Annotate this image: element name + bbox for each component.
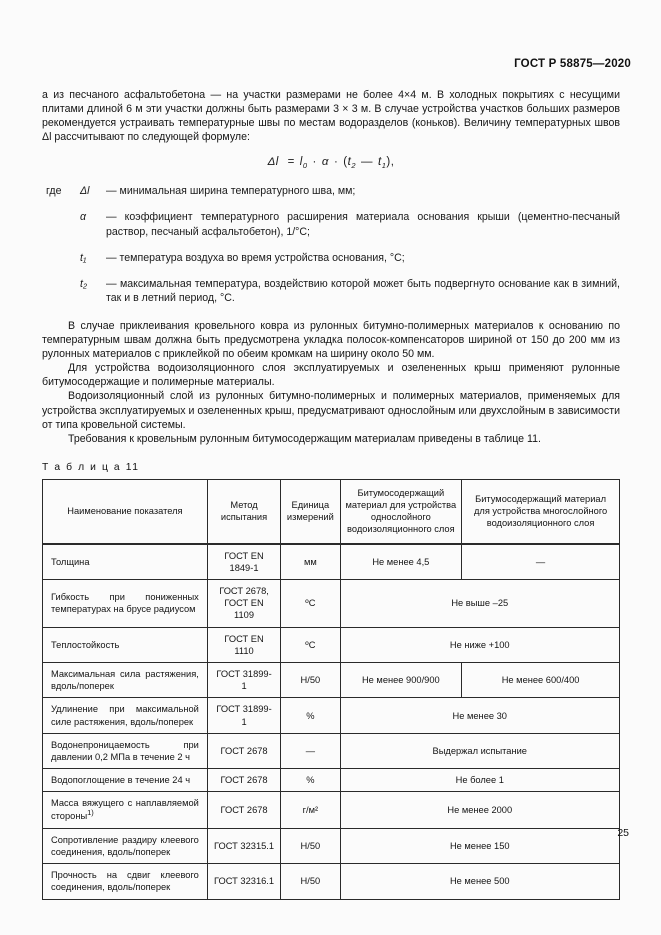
formula-lhs: Δl [267, 156, 279, 169]
formula-term-t2: t [347, 156, 352, 169]
cell-indicator: Прочность на сдвиг клеевого соединения, вдоль/поперек [43, 864, 208, 899]
cell-multi-layer: Не менее 600/400 [462, 663, 620, 698]
cell-unit: ºС [281, 580, 340, 628]
cell-multi-layer: — [462, 544, 620, 580]
formula-multiply-2: · [333, 156, 339, 169]
spacer [42, 306, 620, 319]
cell-method: ГОСТ 2678 [207, 792, 280, 828]
cell-method: ГОСТ 31899-1 [207, 698, 280, 733]
table-row [43, 663, 620, 698]
cell-unit: Н/50 [281, 828, 340, 863]
table-row [43, 544, 620, 580]
table-row [43, 769, 620, 792]
cell-unit: ºС [281, 627, 340, 662]
formula-multiply-1: · [312, 156, 317, 169]
definition-item [42, 184, 620, 198]
cell-method: ГОСТ 2678 [207, 733, 280, 768]
definition-symbol: Δl [80, 185, 90, 198]
paragraph-1: а из песчаного асфальтобетона — на участки размерами не более 4×4 м. В холодных покрытиях с несущими плитами длиной 6 м эти участки должны быть размерами 3 × 3 м. В случае устройства участков больших размеров рекомендуется устраивать температурные швы по местам водоразделов (коньков). Величину температурных швов Δl рассчитывают по следующей формуле: [42, 89, 620, 144]
standard-header: ГОСТ Р 58875—2020 [514, 58, 631, 70]
definition-description: коэффициент температурного расширения материала основания крыши (цементно-песчаный раствор, песчаный асфальтобетон), 1/°С; [106, 211, 620, 238]
definition-dash: — [106, 185, 117, 198]
cell-unit: % [281, 698, 340, 733]
definition-symbol: t₁ [80, 251, 87, 264]
cell-unit: — [281, 733, 340, 768]
definition-item [42, 277, 620, 305]
cell-indicator: Теплостойкость [43, 627, 208, 662]
cell-single-layer: Не менее 900/900 [340, 663, 462, 698]
spacer [42, 240, 620, 251]
cell-indicator: Толщина [43, 544, 208, 580]
cell-indicator-text: Масса вяжущего с наплавляемой стороны [51, 798, 199, 821]
paragraph-2: В случае приклеивания кровельного ковра из рулонных битумно-полимерных материалов к основанию по температурным швам должна быть предусмотрена укладка полосок-компенсаторов шириной от 150 до 200 мм из рулонных материалов с приклейкой по обеим кромкам на ширину около 50 мм. [42, 319, 620, 361]
column-header-unit: Единица измерений [281, 479, 340, 543]
definition-text [106, 184, 620, 198]
formula-term-t1-sub: 1 [381, 161, 387, 171]
where-keyword: где [46, 185, 62, 198]
cell-unit: Н/50 [281, 663, 340, 698]
table-caption: Т а б л и ц а 11 [42, 461, 140, 473]
definition-symbol: t₂ [80, 277, 87, 290]
formula-term-l-sub: 0 [302, 161, 308, 171]
formula-term-alpha: α [321, 156, 329, 169]
cell-value-merged: Выдержал испытание [340, 733, 619, 768]
definition-dash: — [106, 251, 117, 264]
formula-equals: = [287, 156, 295, 169]
column-header-single-layer: Битумосодержащий материал для устройства однослойного водоизоляционного слоя [340, 479, 462, 543]
page-number: 25 [617, 827, 629, 839]
formula-paren-open: ( [343, 156, 348, 169]
table-row [43, 733, 620, 768]
table-row [43, 864, 620, 899]
cell-value-merged: Не выше –25 [340, 580, 619, 628]
cell-method: ГОСТ EN 1849-1 [207, 544, 280, 580]
cell-value-merged: Не менее 150 [340, 828, 619, 863]
cell-method: ГОСТ EN 1110 [207, 627, 280, 662]
table-row [43, 580, 620, 628]
cell-unit: Н/50 [281, 864, 340, 899]
formula-definitions [42, 184, 620, 305]
column-header-indicator: Наименование показателя [43, 479, 208, 543]
cell-method: ГОСТ 2678 [207, 769, 280, 792]
definition-description: минимальная ширина температурного шва, мм; [119, 185, 356, 198]
formula-temperature-seam [42, 156, 620, 171]
cell-indicator: Максимальная сила растяжения, вдоль/поперек [43, 663, 208, 698]
formula-term-l: l [299, 156, 303, 169]
spacer [42, 199, 620, 210]
definition-symbol: α [80, 211, 87, 224]
table-body [43, 544, 620, 900]
definition-description: максимальная температура, воздействию которой может быть подвергнуто основание как в зимний, так и в летний период, °С. [106, 277, 620, 304]
definition-text [106, 251, 620, 265]
formula-term-t2-sub: 2 [351, 161, 356, 171]
cell-unit: % [281, 769, 340, 792]
cell-value-merged: Не менее 2000 [340, 792, 619, 828]
column-header-method: Метод испытания [207, 479, 280, 543]
paragraph-3: Для устройства водоизоляционного слоя эксплуатируемых и озелененных крыш применяют рулонные битумосодержащие и полимерные материалы. [42, 362, 620, 389]
page-content [42, 88, 620, 900]
requirements-table [42, 479, 620, 900]
cell-value-merged: Не более 1 [340, 769, 619, 792]
definition-text [106, 277, 620, 305]
spacer [42, 266, 620, 277]
formula-term-t1: t [378, 156, 382, 169]
footnote-marker: 1) [87, 807, 94, 817]
definition-item [42, 210, 620, 238]
cell-method: ГОСТ 31899-1 [207, 663, 280, 698]
table-row [43, 698, 620, 733]
cell-indicator [43, 792, 208, 828]
cell-indicator: Водонепроницаемость при давлении 0,2 МПа в течение 2 ч [43, 733, 208, 768]
table-head [43, 479, 620, 543]
paragraph-5: Требования к кровельным рулонным битумосодержащим материалам приведены в таблице 11. [68, 432, 541, 445]
cell-unit: г/м² [281, 792, 340, 828]
column-header-multi-layer: Битумосодержащий материал для устройства многослойного водоизоляционного слоя [462, 479, 620, 543]
definition-description: температура воздуха во время устройства основания, °С; [119, 251, 405, 264]
table-row [43, 627, 620, 662]
cell-unit: мм [281, 544, 340, 580]
table-row [43, 828, 620, 863]
table-row [43, 792, 620, 828]
cell-single-layer: Не менее 4,5 [340, 544, 462, 580]
definition-dash: — [106, 277, 117, 290]
cell-method: ГОСТ 2678, ГОСТ EN 1109 [207, 580, 280, 628]
definition-text [106, 210, 620, 238]
paragraph-4: Водоизоляционный слой из рулонных битумно-полимерных и полимерных материалов, применяемых для устройства эксплуатируемых и озелененных крыш, предусматривают однослойным или двухслойным в зависимости от типа кровельной системы. [42, 390, 620, 431]
cell-indicator: Удлинение при максимальной силе растяжения, вдоль/поперек [43, 698, 208, 733]
cell-indicator: Сопротивление раздиру клеевого соединения, вдоль/поперек [43, 828, 208, 863]
cell-value-merged: Не менее 500 [340, 864, 619, 899]
cell-method: ГОСТ 32315.1 [207, 828, 280, 863]
cell-value-merged: Не ниже +100 [340, 627, 619, 662]
cell-method: ГОСТ 32316.1 [207, 864, 280, 899]
cell-value-merged: Не менее 30 [340, 698, 619, 733]
definition-item [42, 251, 620, 265]
definition-dash: — [106, 211, 117, 224]
cell-indicator: Гибкость при пониженных температурах на брусе радиусом [43, 580, 208, 628]
cell-indicator: Водопоглощение в течение 24 ч [43, 769, 208, 792]
formula-minus: — [361, 156, 373, 169]
formula-paren-close: ), [386, 156, 395, 169]
table-header-row [43, 479, 620, 543]
